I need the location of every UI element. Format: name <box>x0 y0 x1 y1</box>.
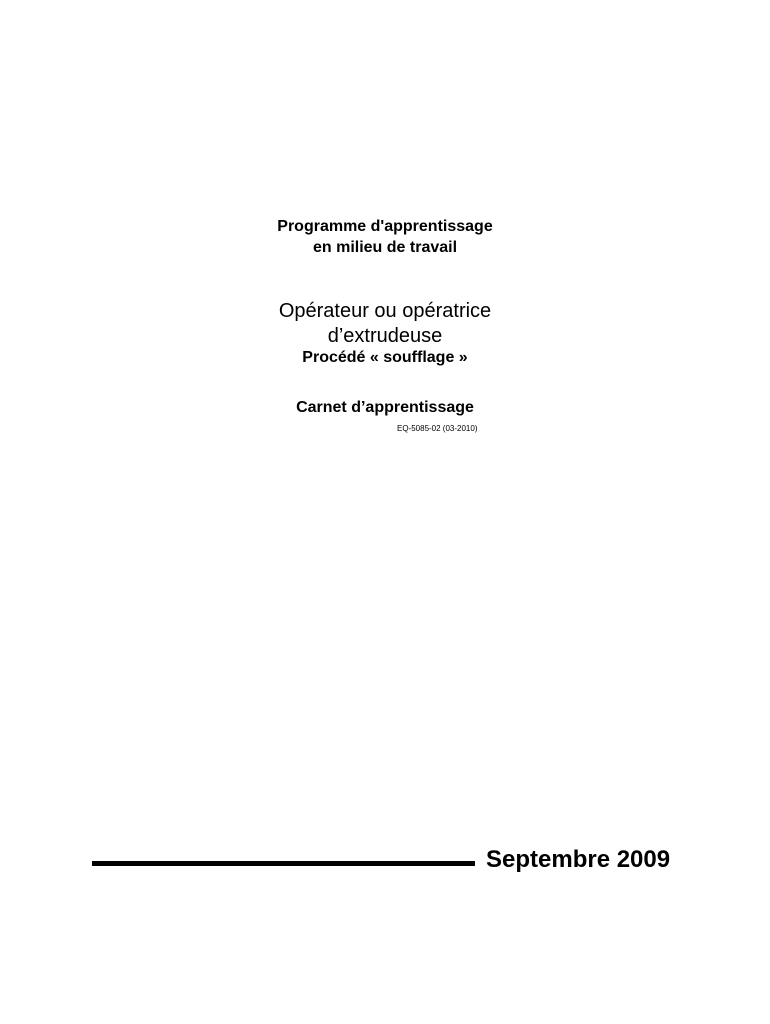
trade-title-line-2: d’extrudeuse <box>327 325 443 347</box>
publication-date: Septembre 2009 <box>486 846 671 873</box>
trade-title-line-1: Opérateur ou opératrice <box>278 300 492 322</box>
trade-title <box>0 299 770 349</box>
program-title <box>0 216 770 258</box>
document-code: EQ-5085-02 (03-2010) <box>397 424 478 433</box>
process-subtitle: Procédé « soufflage » <box>302 349 468 366</box>
footer-rule <box>92 861 475 866</box>
program-title-line-1: Programme d'apprentissage <box>277 218 493 235</box>
program-title-line-2: en milieu de travail <box>312 239 458 256</box>
booklet-title: Carnet d’apprentissage <box>296 399 474 416</box>
